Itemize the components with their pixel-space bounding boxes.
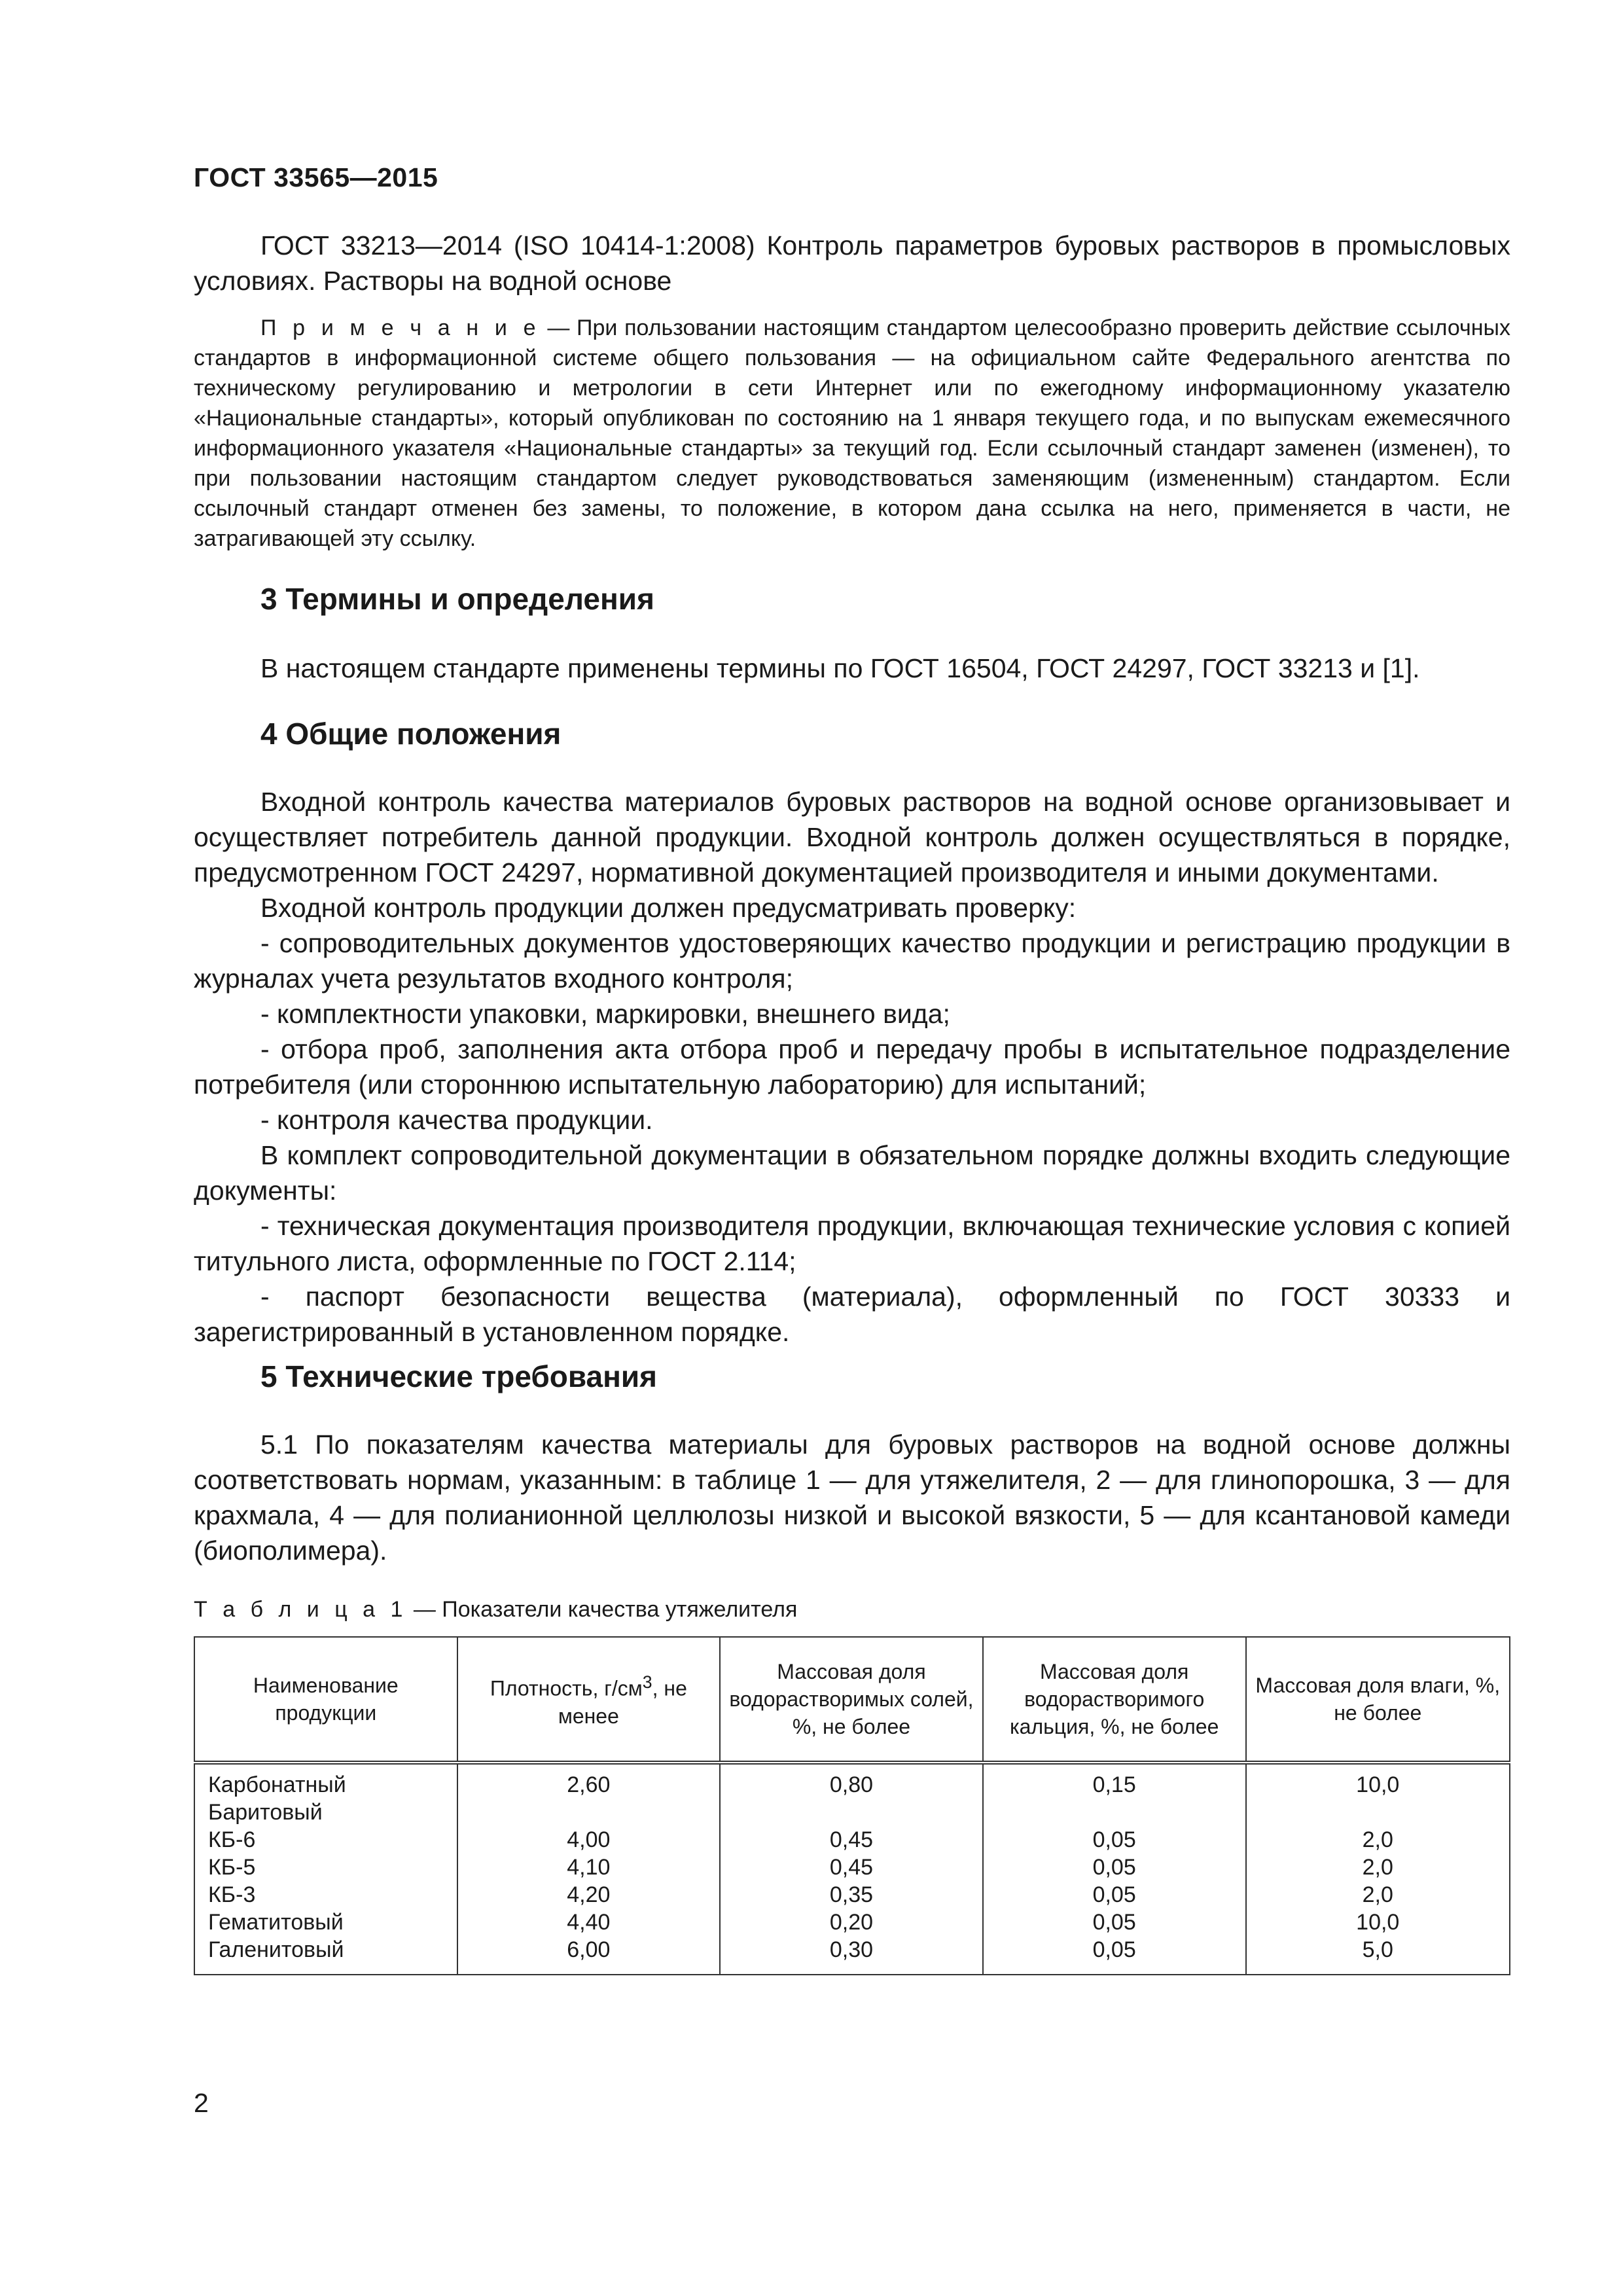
page-number: 2 — [194, 2088, 209, 2118]
table-cell-moisture: 2,0 — [1362, 1882, 1393, 1907]
table-1-caption — [194, 1597, 797, 1623]
table-cell-calcium: 0,15 — [1092, 1772, 1136, 1797]
section-3-heading: 3 Термины и определения — [260, 582, 654, 616]
table-cell-name: Гематитовый — [208, 1910, 344, 1935]
section-4-list-item: - контроля качества продукции. — [260, 1105, 653, 1135]
table-1-header-row — [194, 1637, 1510, 1763]
column-calcium-cells — [983, 1763, 1246, 1975]
table-cell-name: КБ-5 — [208, 1855, 256, 1880]
reference-gost-33213: ГОСТ 33213—2014 (ISO 10414-1:2008) Контроль параметров буровых растворов в промысловых условиях. Растворы на водной основе — [194, 230, 1510, 296]
table-cell-density: 4,00 — [567, 1827, 611, 1852]
column-header-density — [457, 1637, 720, 1763]
table-cell-salts: 0,45 — [829, 1855, 874, 1880]
table-cell-salts: 0,35 — [829, 1882, 874, 1907]
density-header-superscript: 3 — [642, 1672, 652, 1693]
table-cell-calcium — [997, 1799, 1232, 1826]
note-label: П р и м е ч а н и е — [260, 315, 541, 340]
section-4-list-item: - комплектности упаковки, маркировки, внешнего вида; — [260, 999, 950, 1029]
section-4-list-item: - сопроводительных документов удостоверяющих качество продукции и регистрацию продукции в журналах учета результатов входного контроля; — [194, 928, 1510, 994]
section-3-text: В настоящем стандарте применены термины по ГОСТ 16504, ГОСТ 24297, ГОСТ 33213 и [1]. — [260, 653, 1420, 683]
table-cell-salts: 0,45 — [829, 1827, 874, 1852]
table-cell-density: 4,10 — [567, 1855, 611, 1880]
table-cell-density — [471, 1799, 706, 1826]
table-cell-salts: 0,30 — [829, 1937, 874, 1962]
table-cell-calcium: 0,05 — [1092, 1937, 1136, 1962]
column-salts-cells — [720, 1763, 983, 1975]
table-cell-name: Галенитовый — [208, 1937, 344, 1962]
table-cell-calcium: 0,05 — [1092, 1827, 1136, 1852]
column-name-cells — [194, 1763, 457, 1975]
section-4-paragraph: Входной контроль продукции должен предусматривать проверку: — [260, 893, 1077, 923]
section-5-1-text: 5.1 По показателям качества материалы для буровых растворов на водной основе должны соответствовать нормам, указанным: в таблице 1 — для утяжелителя, 2 — для глинопорошка, 3 — для крахмала, 4 — для полианионной целлюлозы низкой и высокой вязкости, 5 — для ксантановой камеди (биополимера). — [194, 1429, 1510, 1566]
column-header-name: Наименование продукции — [194, 1637, 457, 1763]
table-cell-density: 4,20 — [567, 1882, 611, 1907]
section-4-body — [194, 784, 1510, 1350]
table-cell-moisture: 5,0 — [1362, 1937, 1393, 1962]
section-4-paragraph: В комплект сопроводительной документации в обязательном порядке должны входить следующие документы: — [194, 1140, 1510, 1206]
column-density-cells — [457, 1763, 720, 1975]
table-cell-density: 6,00 — [567, 1937, 611, 1962]
density-header-text: Плотность, г/см — [490, 1676, 643, 1700]
section-4-list-item: - техническая документация производителя продукции, включающая технические условия с копией титульного листа, оформленные по ГОСТ 2.114; — [194, 1211, 1510, 1276]
document-code-header: ГОСТ 33565—2015 — [194, 162, 438, 192]
section-4-heading: 4 Общие положения — [260, 717, 562, 751]
column-moisture-cells — [1246, 1763, 1510, 1975]
table-cell-calcium: 0,05 — [1092, 1855, 1136, 1880]
table-1 — [194, 1636, 1510, 1975]
table-cell-density: 2,60 — [567, 1772, 611, 1797]
table-cell-moisture — [1260, 1799, 1496, 1826]
table-1-body — [194, 1763, 1510, 1975]
section-4-paragraph: Входной контроль качества материалов буровых растворов на водной основе организовывает и осуществляет потребитель данной продукции. Входной контроль должен осуществляться в порядке, предусмотренном ГОСТ 24297, нормативной документацией производителя и иными документами. — [194, 787, 1510, 888]
table-cell-salts: 0,20 — [829, 1910, 874, 1935]
table-1-caption-text: — Показатели качества утяжелителя — [407, 1597, 798, 1622]
table-cell-calcium: 0,05 — [1092, 1882, 1136, 1907]
density-header-suffix: , не менее — [558, 1676, 687, 1728]
section-4-list-item: - отбора проб, заполнения акта отбора проб и передачу пробы в испытательное подразделение потребителя (или стороннюю испытательную лабораторию) для испытаний; — [194, 1034, 1510, 1100]
column-header-calcium: Массовая доля водорастворимого кальция, %, не более — [983, 1637, 1246, 1763]
column-header-salts: Массовая доля водорастворимых солей, %, не более — [720, 1637, 983, 1763]
column-header-moisture: Массовая доля влаги, %, не более — [1246, 1637, 1510, 1763]
table-cell-calcium: 0,05 — [1092, 1910, 1136, 1935]
table-cell-name: КБ-3 — [208, 1882, 256, 1907]
section-5-heading: 5 Технические требования — [260, 1359, 657, 1393]
table-cell-density: 4,40 — [567, 1910, 611, 1935]
section-4-list-item: - паспорт безопасности вещества (материала), оформленный по ГОСТ 30333 и зарегистрированный в установленном порядке. — [194, 1282, 1510, 1347]
table-cell-name: КБ-6 — [208, 1827, 256, 1852]
table-cell-salts — [734, 1799, 969, 1826]
table-cell-moisture: 10,0 — [1356, 1772, 1400, 1797]
table-cell-name: Карбонатный — [208, 1772, 346, 1797]
table-cell-moisture: 10,0 — [1356, 1910, 1400, 1935]
table-cell-moisture: 2,0 — [1362, 1855, 1393, 1880]
note-block — [194, 313, 1510, 554]
note-text: — При пользовании настоящим стандартом целесообразно проверить действие ссылочных стандартов в информационной системе общего пользования — на официальном сайте Федерального агентства по техническому регулированию и метрологии в сети Интернет или по ежегодному информационному указателю «Национальные стандарты», который опубликован по состоянию на 1 января текущего года, и по выпускам ежемесячного информационного указателя «Национальные стандарты» за текущий год. Если ссылочный стандарт заменен (изменен), то при пользовании настоящим стандартом следует руководствоваться заменяющим (измененным) стандартом. Если ссылочный стандарт отменен без замены, то положение, в котором дана ссылка на него, применяется в части, не затрагивающей эту ссылку. — [194, 315, 1510, 551]
table-cell-moisture: 2,0 — [1362, 1827, 1393, 1852]
table-cell-salts: 0,80 — [829, 1772, 874, 1797]
table-1-caption-label: Т а б л и ц а 1 — [194, 1597, 408, 1622]
table-cell-name: Баритовый — [208, 1800, 323, 1825]
